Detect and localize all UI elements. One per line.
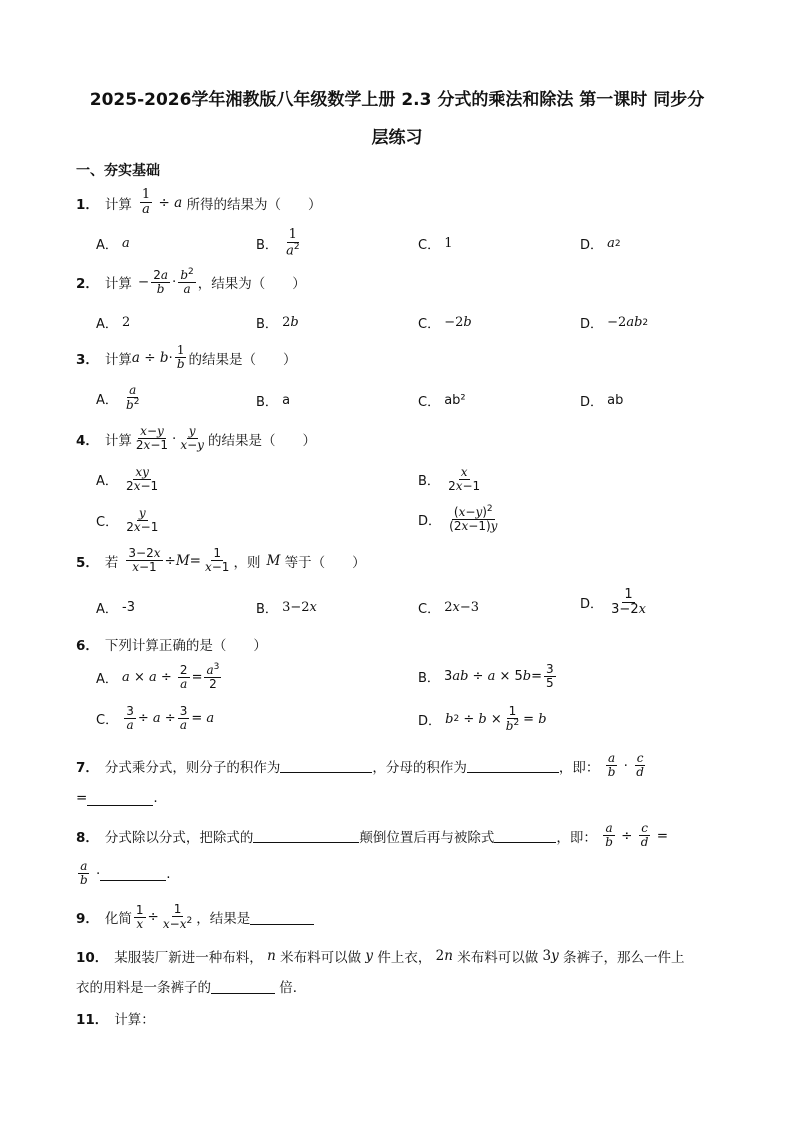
q1-option-d[interactable]: D． a 2 [580, 236, 621, 253]
q5-option-b[interactable]: B． 3−2 x [256, 600, 317, 617]
q10-blank[interactable] [211, 979, 275, 994]
question-1: 1． 计算 $\frac{1}{a}$ ÷ a 所得的结果为（ ） [76, 187, 322, 218]
q6-option-b[interactable]: B． 3 ab ÷ a × 5 b = $\frac{3}{5}$ [418, 662, 554, 691]
q3-option-a[interactable]: A． $\frac{a}{b^2}$ [96, 383, 140, 413]
q4-option-c[interactable]: C． $\frac{y}{2x-1}$ [96, 506, 159, 535]
q2-option-c[interactable]: C． −2 b [418, 315, 472, 332]
question-6: 6． 下列计算正确的是（ ） [76, 638, 267, 654]
question-9: 9． 化简 $\frac{1}{x}$ ÷ $\frac{1}{x-x^2}$ ，结果是 [76, 903, 314, 931]
question-5: 5． 若 $\frac{3-2x}{x-1}$ ÷ M = $\frac{1}{x-1}$ ，则 M 等于（ ） [76, 546, 366, 575]
question-10: 10． 某服装厂新进一种布料， n 米布料可以做 y 件上衣， 2 n 米布料可以做 3 y 条裤子，那么一件上 [76, 948, 685, 966]
q8-continued: $\frac{a}{b}$ · . [80, 859, 171, 888]
q7-continued: = . [76, 790, 158, 806]
q5-option-a[interactable]: A． -3 [96, 600, 136, 617]
q1-option-c[interactable]: C． 1 [418, 236, 453, 253]
q6-option-a[interactable]: A． a × a ÷ $\frac{2}{a}$ = $\frac{a^3}{2}$ [96, 662, 220, 692]
question-10-continued: 衣的用料是一条裤子的 倍． [76, 980, 307, 996]
q8-blank-3[interactable] [100, 866, 166, 881]
q6-option-d[interactable]: D． b 2 ÷ b × $\frac{1}{b^2}$ = b [418, 704, 547, 734]
q3-option-b[interactable]: B． a [256, 393, 291, 410]
q5-option-c[interactable]: C． 2 x −3 [418, 600, 480, 617]
q3-option-c[interactable]: C． ab² [418, 393, 466, 410]
page-title: 2025-2026学年湘教版八年级数学上册 2.3 分式的乘法和除法 第一课时 同步分 [89, 90, 705, 110]
question-11: 11． 计算： [76, 1012, 155, 1028]
question-3: 3． 计算 a ÷ b · $\frac{1}{b}$ 的结果是（ ） [76, 343, 297, 372]
page-title-continued: 层练习 [371, 128, 423, 148]
q9-blank[interactable] [250, 910, 314, 925]
q4-option-d[interactable]: D． $\frac{(x-y)^2}{(2x-1)y}$ [418, 504, 498, 534]
question-4: 4． 计算 $\frac{x-y}{2x-1}$ · $\frac{y}{x-y}$ 的结果是（ ） [76, 424, 316, 453]
q7-blank-3[interactable] [87, 791, 153, 806]
q8-blank-1[interactable] [253, 828, 359, 843]
question-2: 2． 计算 − $\frac{2a}{b}$ · $\frac{b^2}{a}$ ，结果为（ ） [76, 267, 306, 297]
q2-option-d[interactable]: D． −2 ab 2 [580, 315, 649, 332]
q7-blank-2[interactable] [467, 758, 559, 773]
q5-option-d[interactable]: D． $\frac{1}{3-2x}$ [580, 587, 646, 618]
question-8: 8． 分式除以分式，把除式的 颠倒位置后再与被除式 ，即： $\frac{a}{b}$ ÷ $\frac{c}{d}$ = [76, 821, 669, 850]
q6-option-c[interactable]: C． $\frac{3}{a}$ ÷ a ÷ $\frac{3}{a}$ = a [96, 704, 215, 733]
q1-option-b[interactable]: B． $\frac{1}{a^2}$ [256, 227, 300, 259]
q2-option-b[interactable]: B． 2 b [256, 315, 299, 332]
q7-blank-1[interactable] [280, 758, 372, 773]
q1-option-a[interactable]: A． a [96, 236, 130, 253]
question-7: 7． 分式乘分式，则分子的积作为 ，分母的积作为 ，即： $\frac{a}{b}$ · $\frac{c}{d}$ [76, 751, 644, 780]
q2-option-a[interactable]: A． 2 [96, 315, 131, 332]
section-heading: 一、夯实基础 [76, 163, 160, 179]
q4-option-b[interactable]: B． $\frac{x}{2x-1}$ [418, 465, 481, 494]
q4-option-a[interactable]: A． $\frac{xy}{2x-1}$ [96, 465, 159, 494]
q8-blank-2[interactable] [494, 828, 556, 843]
q3-option-d[interactable]: D． ab [580, 393, 624, 410]
